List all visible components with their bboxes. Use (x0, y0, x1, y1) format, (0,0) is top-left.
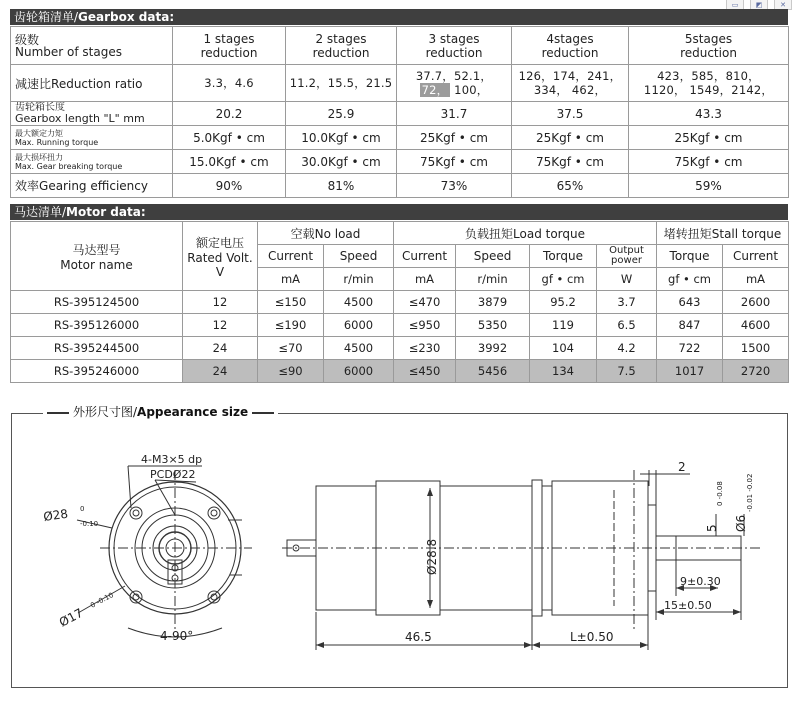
motor-title-en: Motor data: (66, 205, 146, 219)
unit-cell: gf • cm (530, 268, 597, 291)
pcd-label: PCDØ22 (150, 468, 196, 481)
dim-5-tol: 0 -0.08 (716, 481, 724, 506)
breaking-cell: 75Kgf • cm (629, 150, 789, 174)
restore-icon[interactable]: ◩ (750, 0, 768, 10)
efficiency-cell: 65% (512, 174, 629, 198)
side-view (282, 470, 760, 650)
table-row: RS-395124500 12 ≤150 4500 ≤470 3879 95.2 3.7 643 2600 (11, 291, 789, 314)
stage-cell: 1 stages reduction (173, 27, 286, 65)
efficiency-cell: 59% (629, 174, 789, 198)
ratio-cell: 126，174，241， 334， 462， (512, 65, 629, 102)
subheader-cell: Output power (597, 245, 657, 268)
front-view (77, 466, 252, 637)
subheader-cell: Current (394, 245, 456, 268)
subheader-cell: Speed (324, 245, 394, 268)
dia17-tol: 0 -0.10 (89, 591, 115, 610)
length-cell: 25.9 (286, 102, 397, 126)
unit-cell: mA (258, 268, 324, 291)
breaking-cell: 75Kgf • cm (512, 150, 629, 174)
ratio-cell: 11.2，15.5，21.5 (286, 65, 397, 102)
body-dia-label: Ø28.8 (425, 538, 439, 575)
rated-volt-header: 额定电压 Rated Volt. V (183, 222, 258, 291)
length-cell: 20.2 (173, 102, 286, 126)
dim-6-label: Ø6 (734, 514, 748, 532)
efficiency-label: 效率Gearing efficiency (11, 174, 173, 198)
noload-header: 空载No load (258, 222, 394, 245)
subheader-cell: Current (258, 245, 324, 268)
motor-title-cn: 马达清单/ (14, 205, 67, 219)
breaking-cell: 75Kgf • cm (397, 150, 512, 174)
gearbox-title-en: Gearbox data: (78, 10, 175, 24)
ratio-cell: 423，585，810， 1120， 1549，2142， (629, 65, 789, 102)
table-row: RS-395244500 24 ≤70 4500 ≤230 3992 104 4.2 722 1500 (11, 337, 789, 360)
ratio-cell: 37.7，52.1， 72， 100， (397, 65, 512, 102)
dia17-label: Ø17 (56, 605, 86, 630)
dim-15-label: 15±0.50 (664, 599, 712, 612)
subheader-cell: Torque (530, 245, 597, 268)
running-cell: 10.0Kgf • cm (286, 126, 397, 150)
holes-label: 4-M3×5 dp (141, 453, 203, 466)
dim-2-label: 2 (678, 460, 686, 474)
ratio-cell: 3.3，4.6 (173, 65, 286, 102)
angle-label: 4-90° (160, 629, 194, 643)
running-cell: 25Kgf • cm (397, 126, 512, 150)
subheader-cell: Torque (657, 245, 723, 268)
running-cell: 25Kgf • cm (512, 126, 629, 150)
appearance-title: 外形尺寸图/Appearance size (43, 403, 278, 420)
unit-cell: W (597, 268, 657, 291)
breaking-cell: 30.0Kgf • cm (286, 150, 397, 174)
load-header: 负载扭矩Load torque (394, 222, 657, 245)
efficiency-cell: 73% (397, 174, 512, 198)
gearbox-title-cn: 齿轮箱清单/ (14, 10, 79, 24)
efficiency-cell: 90% (173, 174, 286, 198)
dia28-tol-lower: -0.10 (80, 520, 99, 528)
motor-length-label: 46.5 (405, 630, 432, 644)
table-row: RS-395246000 24 ≤90 6000 ≤450 5456 134 7.5 1017 2720 (11, 360, 789, 383)
subheader-cell: Current (723, 245, 789, 268)
dim-5-label: 5 (705, 524, 719, 532)
dia28-tol-upper: 0 (80, 505, 85, 513)
running-cell: 5.0Kgf • cm (173, 126, 286, 150)
ratio-highlight: 72， (421, 83, 449, 97)
running-cell: 25Kgf • cm (629, 126, 789, 150)
close-icon[interactable]: ✕ (774, 0, 792, 10)
dia28-label: Ø28 (42, 506, 69, 524)
dim-9-label: 9±0.30 (680, 575, 721, 588)
ratio-label: 减速比Reduction ratio (11, 65, 173, 102)
gear-length-label: L±0.50 (570, 630, 614, 644)
motor-name-header: 马达型号 Motor name (11, 222, 183, 291)
stage-cell: 3 stages reduction (397, 27, 512, 65)
dim-6-tol: -0.01 -0.02 (746, 473, 754, 512)
breaking-cell: 15.0Kgf • cm (173, 150, 286, 174)
stage-cell: 5stages reduction (629, 27, 789, 65)
breaking-label: 最大损坏扭力 Max. Gear breaking torque (11, 150, 173, 174)
unit-cell: mA (394, 268, 456, 291)
stall-header: 堵转扭矩Stall torque (657, 222, 789, 245)
length-cell: 43.3 (629, 102, 789, 126)
efficiency-cell: 81% (286, 174, 397, 198)
table-row: RS-395126000 12 ≤190 6000 ≤950 5350 119 6.5 847 4600 (11, 314, 789, 337)
unit-cell: gf • cm (657, 268, 723, 291)
unit-cell: mA (723, 268, 789, 291)
stages-label: 级数 Number of stages (11, 27, 173, 65)
length-label: 齿轮箱长度 Gearbox length "L" mm (11, 102, 173, 126)
subheader-cell: Speed (456, 245, 530, 268)
minimize-icon[interactable]: ▭ (726, 0, 744, 10)
running-label: 最大额定力矩 Max. Running torque (11, 126, 173, 150)
length-cell: 37.5 (512, 102, 629, 126)
unit-cell: r/min (456, 268, 530, 291)
stage-cell: 4stages reduction (512, 27, 629, 65)
length-cell: 31.7 (397, 102, 512, 126)
unit-cell: r/min (324, 268, 394, 291)
stage-cell: 2 stages reduction (286, 27, 397, 65)
